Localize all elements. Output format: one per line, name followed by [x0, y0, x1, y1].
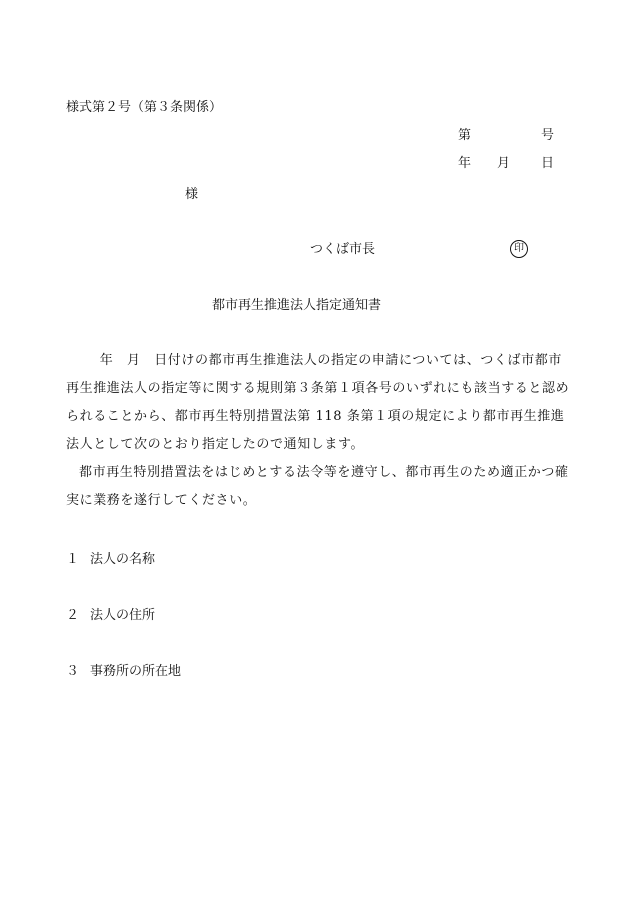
- addressee-honorific: 様: [185, 187, 199, 202]
- list-item: [66, 663, 181, 681]
- document-body: [66, 347, 574, 515]
- body-paragraph-2: 都市再生特別措置法をはじめとする法令等を遵守し、都市再生のため適正かつ確実に業務を遂行してください。: [66, 465, 569, 508]
- list-item-number: ３: [66, 664, 80, 679]
- body-paragraph-1: 年 月 日付けの都市再生推進法人の指定の申請については、つくば市都市再生推進法人の指定等に関する規則第３条第１項各号のいずれにも該当すると認められることから、都市再生特別措置法第 118 条第１項の規定により都市再生推進法人として次のとおり指定したので通知します。: [66, 353, 570, 452]
- list-item: [66, 607, 155, 625]
- list-item-label: 事務所の所在地: [90, 664, 182, 679]
- document-title: 都市再生推進法人指定通知書: [212, 298, 382, 313]
- document-number-prefix: 第: [458, 128, 472, 143]
- date-month-label: 月: [497, 156, 511, 171]
- date-year-label: 年: [458, 156, 472, 171]
- list-item-number: ２: [66, 608, 80, 623]
- form-number: 様式第２号（第３条関係）: [66, 100, 223, 115]
- list-item-label: 法人の住所: [90, 608, 156, 623]
- list-item-label: 法人の名称: [90, 552, 156, 567]
- sender-name: つくば市長: [310, 242, 376, 257]
- list-item-number: １: [66, 552, 80, 567]
- seal-mark: 印: [510, 240, 528, 258]
- date-day-label: 日: [541, 156, 555, 171]
- document-number-suffix: 号: [541, 128, 555, 143]
- list-item: [66, 551, 155, 569]
